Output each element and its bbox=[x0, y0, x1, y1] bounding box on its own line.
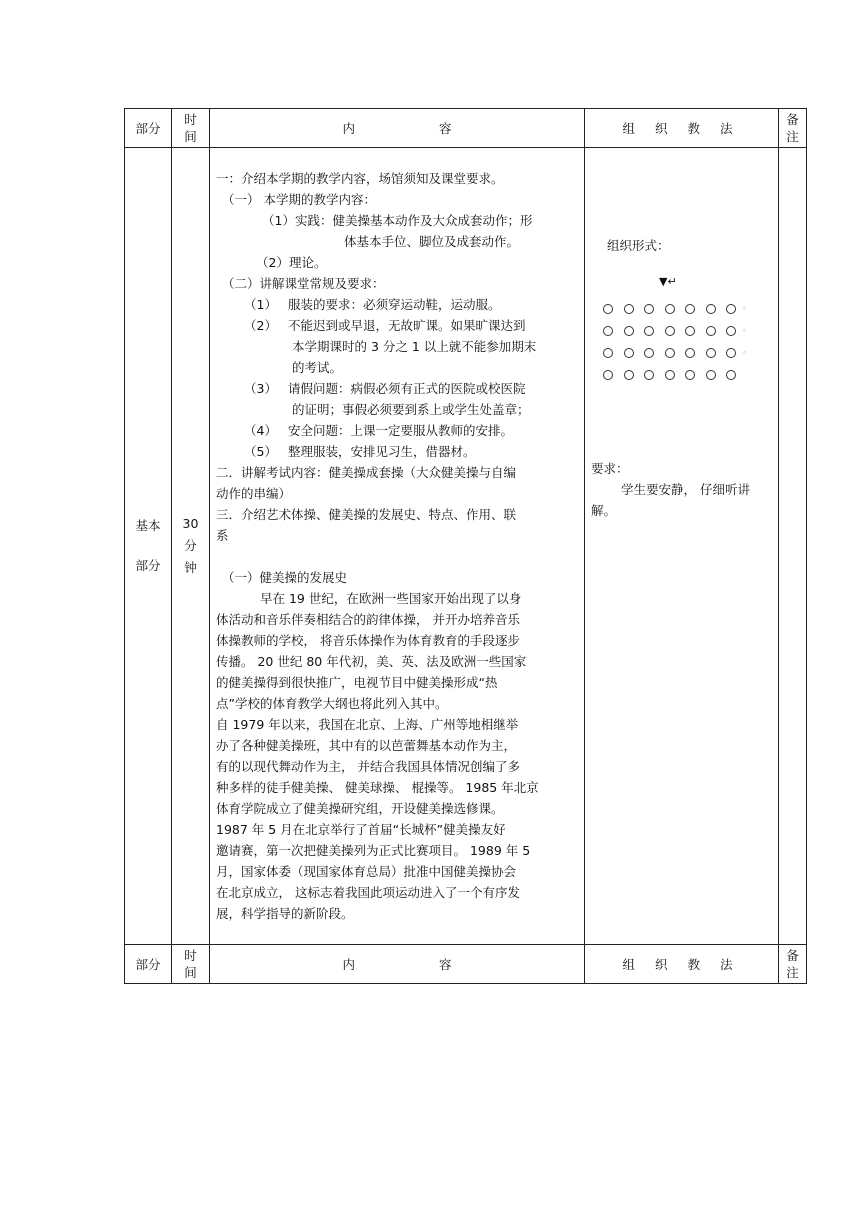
student-circle-icon bbox=[706, 348, 716, 358]
content-line: 二．讲解考试内容：健美操成套操（大众健美操与自编 bbox=[216, 465, 517, 480]
teacher-marker-icon: ▼↵ bbox=[659, 275, 677, 288]
header-content: 内 容 bbox=[210, 109, 585, 148]
content-line: （一） 本学期的教学内容： bbox=[222, 192, 376, 207]
student-circle-icon bbox=[726, 348, 736, 358]
content-line: 月，国家体委（现国家体育总局）批准中国健美操协会 bbox=[216, 864, 517, 879]
student-circle-icon bbox=[624, 326, 634, 336]
header-row-top bbox=[125, 109, 807, 148]
content-line: 体基本手位、脚位及成套动作。 bbox=[344, 234, 520, 249]
header-notes: 备 注 bbox=[779, 945, 807, 984]
student-circle-icon bbox=[644, 370, 654, 380]
student-circle-icon bbox=[644, 348, 654, 358]
content-line: 1987 年 5 月在北京举行了首届“长城杯”健美操友好 bbox=[216, 822, 506, 837]
requirements bbox=[591, 458, 750, 521]
section-cell: 基本 部分 bbox=[125, 148, 172, 945]
header-time: 时 间 bbox=[172, 109, 210, 148]
content-line: 展，科学指导的新阶段。 bbox=[216, 906, 354, 921]
student-circle-icon bbox=[603, 370, 613, 380]
content-line: （4） 安全问题：上课一定要服从教师的安排。 bbox=[244, 423, 514, 438]
student-circle-icon bbox=[706, 304, 716, 314]
requirements-label: 要求： bbox=[591, 461, 629, 476]
content-line: 邀请赛，第一次把健美操列为正式比赛项目。 1989 年 5 bbox=[216, 843, 531, 858]
formation-row bbox=[603, 320, 747, 342]
content-line: （2）理论。 bbox=[256, 255, 327, 270]
content-line: 本学期课时的 3 分之 1 以上就不能参加期末 bbox=[292, 339, 537, 354]
content-line: 体活动和音乐伴奏相结合的韵律体操， 并开办培养音乐 bbox=[216, 612, 520, 627]
row-end-mark: ◦ bbox=[742, 327, 747, 335]
student-circle-icon bbox=[685, 348, 695, 358]
student-circle-icon bbox=[665, 370, 675, 380]
formation-row bbox=[603, 342, 747, 364]
formation-label: 组织形式： bbox=[607, 238, 670, 253]
student-circle-icon bbox=[624, 348, 634, 358]
content-line: 体操教师的学校， 将音乐体操作为体育教育的手段逐步 bbox=[216, 633, 520, 648]
content-line: 办了各种健美操班，其中有的以芭蕾舞基本动作为主， bbox=[216, 738, 517, 753]
student-circle-icon bbox=[726, 326, 736, 336]
content-line: （3） 请假问题：病假必须有正式的医院或校医院 bbox=[244, 381, 526, 396]
student-formation-diagram bbox=[603, 298, 747, 386]
header-content: 内 容 bbox=[210, 945, 585, 984]
content-line: 动作的串编） bbox=[216, 486, 292, 501]
student-circle-icon bbox=[665, 348, 675, 358]
student-circle-icon bbox=[685, 370, 695, 380]
formation-row bbox=[603, 298, 747, 320]
content-line: 种多样的徒手健美操、 健美球操、 棍操等。 1985 年北京 bbox=[216, 780, 539, 795]
blank-line bbox=[216, 546, 584, 567]
content-line: （一）健美操的发展史 bbox=[222, 570, 348, 585]
content-cell bbox=[210, 148, 585, 945]
header-section: 部分 bbox=[125, 945, 172, 984]
student-circle-icon bbox=[603, 326, 613, 336]
student-circle-icon bbox=[665, 304, 675, 314]
header-section: 部分 bbox=[125, 109, 172, 148]
content-line: 的考试。 bbox=[292, 360, 343, 375]
content-line: 的证明；事假必须要到系上或学生处盖章； bbox=[292, 402, 530, 417]
lesson-plan-table bbox=[124, 108, 807, 984]
content-line: 体育学院成立了健美操研究组，开设健美操选修课。 bbox=[216, 801, 504, 816]
student-circle-icon bbox=[706, 370, 716, 380]
student-circle-icon bbox=[685, 326, 695, 336]
student-circle-icon bbox=[644, 304, 654, 314]
header-time: 时 间 bbox=[172, 945, 210, 984]
student-circle-icon bbox=[726, 304, 736, 314]
student-circle-icon bbox=[706, 326, 716, 336]
student-circle-icon bbox=[685, 304, 695, 314]
content-line: 的健美操得到很快推广，电视节目中健美操形成“热 bbox=[216, 675, 498, 690]
header-organization: 组 织 教 法 bbox=[585, 945, 779, 984]
header-row-bottom bbox=[125, 945, 807, 984]
content-line: （2） 不能迟到或早退，无故旷课。如果旷课达到 bbox=[244, 318, 526, 333]
header-organization: 组 织 教 法 bbox=[585, 109, 779, 148]
content-line: 一：介绍本学期的教学内容，场馆须知及课堂要求。 bbox=[216, 171, 504, 186]
content-line: （二）讲解课堂常规及要求： bbox=[222, 276, 385, 291]
student-circle-icon bbox=[603, 348, 613, 358]
student-circle-icon bbox=[726, 370, 736, 380]
time-cell: 30 分 钟 bbox=[172, 148, 210, 945]
basic-part-row bbox=[125, 148, 807, 945]
student-circle-icon bbox=[624, 304, 634, 314]
content-line: （1） 服装的要求：必须穿运动鞋，运动服。 bbox=[244, 297, 501, 312]
content-line: （5） 整理服装，安排见习生，借器材。 bbox=[244, 444, 476, 459]
content-line: 系 bbox=[216, 528, 229, 543]
content-line: （1）实践：健美操基本动作及大众成套动作；形 bbox=[262, 213, 533, 228]
student-circle-icon bbox=[624, 370, 634, 380]
content-line: 自 1979 年以来，我国在北京、上海、广州等地相继举 bbox=[216, 717, 519, 732]
notes-cell bbox=[779, 148, 807, 945]
formation-row bbox=[603, 364, 747, 386]
row-end-mark: ◦ bbox=[742, 349, 747, 357]
student-circle-icon bbox=[665, 326, 675, 336]
organization-cell bbox=[585, 148, 779, 945]
content-line: 有的以现代舞动作为主， 并结合我国具体情况创编了多 bbox=[216, 759, 520, 774]
student-circle-icon bbox=[644, 326, 654, 336]
content-line: 三．介绍艺术体操、健美操的发展史、特点、作用、联 bbox=[216, 507, 517, 522]
content-line: 早在 19 世纪，在欧洲一些国家开始出现了以身 bbox=[260, 591, 522, 606]
content-line: 传播。 20 世纪 80 年代初，美、英、法及欧洲一些国家 bbox=[216, 654, 527, 669]
student-circle-icon bbox=[603, 304, 613, 314]
content-line: 点”学校的体育教学大纲也将此列入其中。 bbox=[216, 696, 448, 711]
header-notes: 备 注 bbox=[779, 109, 807, 148]
content-line: 在北京成立， 这标志着我国此项运动进入了一个有序发 bbox=[216, 885, 520, 900]
row-end-mark: ◦ bbox=[742, 305, 747, 313]
requirements-text: 学生要安静， 仔细听讲 bbox=[621, 482, 750, 497]
requirements-text: 解。 bbox=[591, 503, 617, 518]
